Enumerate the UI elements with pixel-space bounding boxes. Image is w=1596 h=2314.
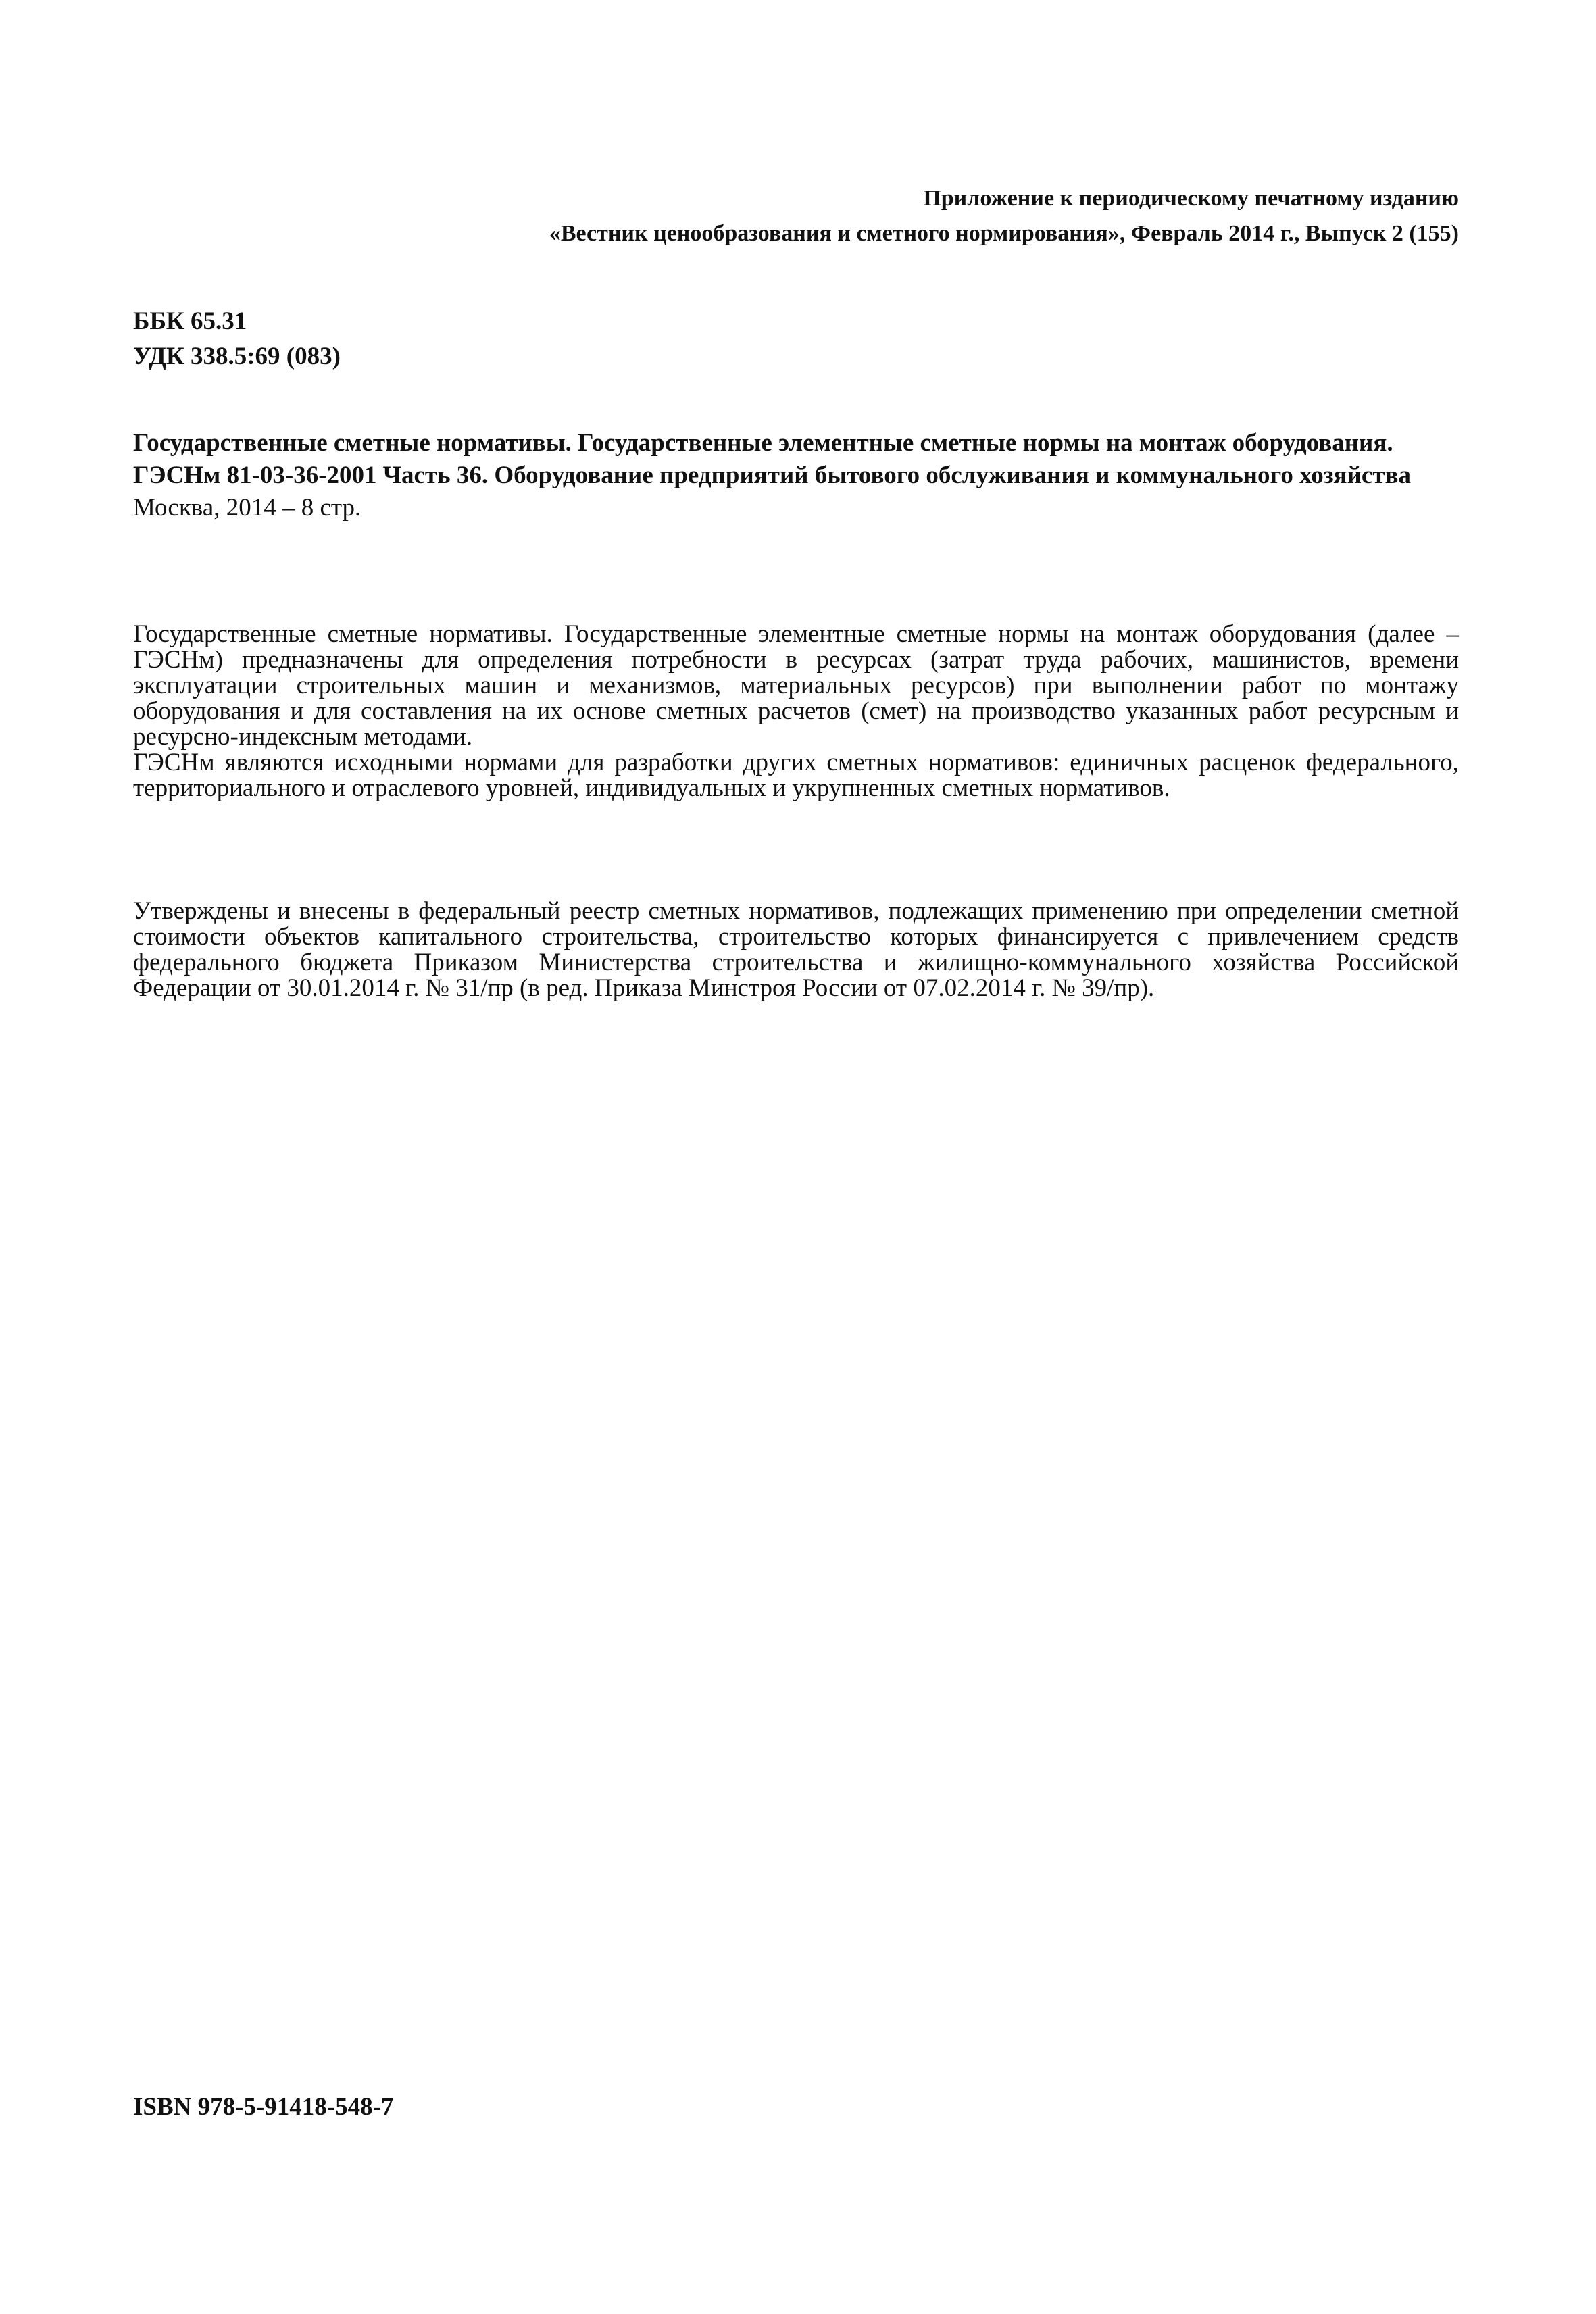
document-titles bbox=[133, 427, 1459, 524]
bbk-code: ББК 65.31 bbox=[133, 307, 247, 335]
main-title: Государственные сметные нормативы. Государственные элементные сметные нормы на монтаж оборудования. bbox=[133, 429, 1393, 457]
part-title: ГЭСНм 81-03-36-2001 Часть 36. Оборудование предприятий бытового обслуживания и коммунального хозяйства bbox=[133, 461, 1411, 489]
header-line-2: «Вестник ценообразования и сметного нормирования», Февраль 2014 г., Выпуск 2 (155) bbox=[549, 221, 1459, 246]
paragraph-purpose: Государственные сметные нормативы. Государственные элементные сметные нормы на монтаж оборудования (далее – ГЭСНм) предназначены для определения потребности в ресурсах (затрат труда рабочих, машинистов, времени эксплуатации строительных машин и механизмов, материальных ресурсов) при выполнении работ по монтажу оборудования и для составления на их основе сметных расчетов (смет) на производство указанных работ ресурсным и ресурсно-индексным методами. bbox=[133, 620, 1459, 751]
paragraph-usage: ГЭСНм являются исходными нормами для разработки других сметных нормативов: единичных расценок федерального, территориального и отраслевого уровней, индивидуальных и укрупненных сметных нормативов. bbox=[133, 749, 1459, 802]
description-block bbox=[133, 622, 1459, 801]
isbn-number: ISBN 978-5-91418-548-7 bbox=[133, 2093, 394, 2121]
header-line-1: Приложение к периодическому печатному изданию bbox=[923, 186, 1459, 211]
classification-codes bbox=[133, 304, 674, 374]
place-date: Москва, 2014 – 8 стр. bbox=[133, 494, 361, 522]
udk-code: УДК 338.5:69 (083) bbox=[133, 343, 341, 370]
paragraph-approval: Утверждены и внесены в федеральный реестр сметных нормативов, подлежащих применению при определении сметной стоимости объектов капитального строительства, строительство которых финансируется с привлечением средств федерального бюджета Приказом Министерства строительства и жилищно-коммунального хозяйства Российской Федерации от 30.01.2014 г. № 31/пр (в ред. Приказа Минстроя России от 07.02.2014 г. № 39/пр). bbox=[133, 897, 1459, 1002]
publication-header bbox=[133, 181, 1459, 251]
approval-block bbox=[133, 899, 1459, 1001]
